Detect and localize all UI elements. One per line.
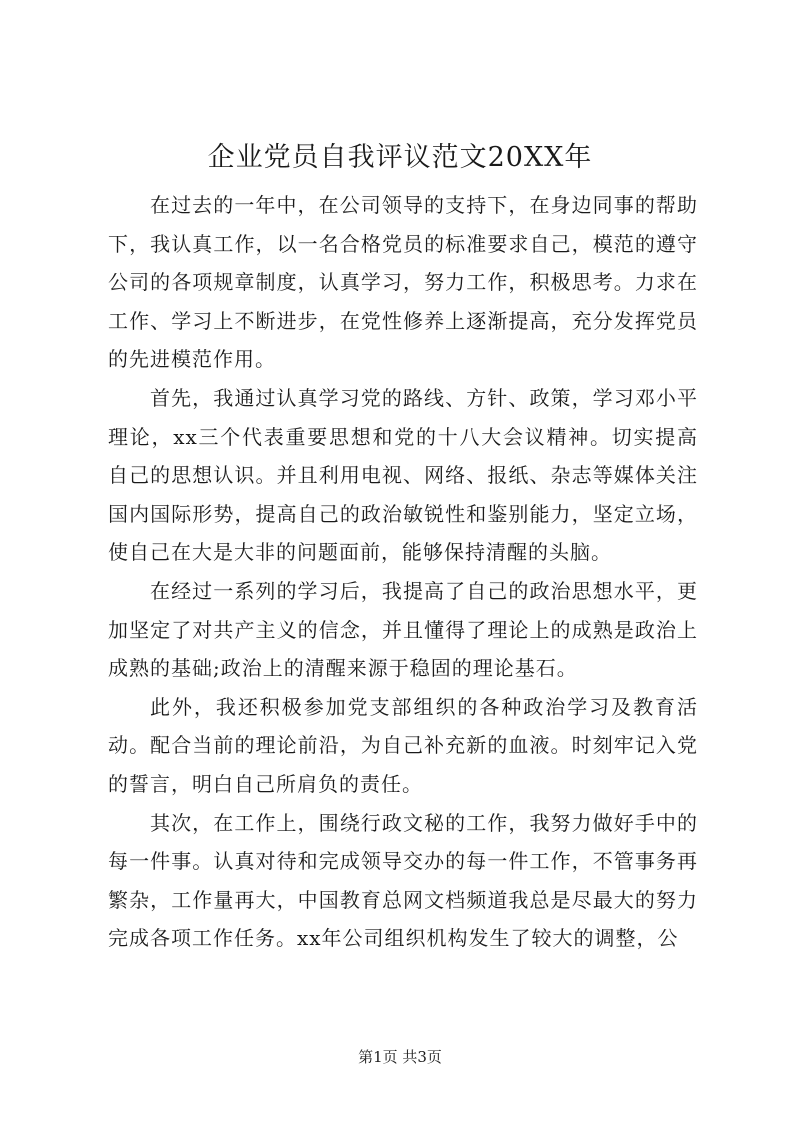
document-title: 企业党员自我评议范文20XX年 bbox=[207, 142, 593, 173]
page-footer: 第1页 共3页 bbox=[358, 1048, 442, 1066]
paragraph: 在过去的一年中，在公司领导的支持下，在身边同事的帮助下，我认真工作，以一名合格党员的标准要求自己，模范的遵守公司的各项规章制度，认真学习，努力工作，积极思考。力求在工作、学习上不断进步，在党性修养上逐渐提高，充分发挥党员的先进模范作用。 bbox=[108, 193, 698, 372]
paragraph: 首先，我通过认真学习党的路线、方针、政策，学习邓小平理论，xx三个代表重要思想和党的十八大会议精神。切实提高自己的思想认识。并且利用电视、网络、报纸、杂志等媒体关注国内国际形势，提高自己的政治敏锐性和鉴别能力，坚定立场，使自己在大是大非的问题面前，能够保持清醒的头脑。 bbox=[108, 385, 698, 565]
paragraph: 在经过一系列的学习后，我提高了自己的政治思想水平，更加坚定了对共产主义的信念，并且懂得了理论上的成熟是政治上成熟的基础;政治上的清醒来源于稳固的理论基石。 bbox=[108, 578, 698, 681]
paragraph: 此外，我还积极参加党支部组织的各种政治学习及教育活动。配合当前的理论前沿，为自己补充新的血液。时刻牢记入党的誓言，明白自己所肩负的责任。 bbox=[108, 694, 698, 796]
paragraph: 其次，在工作上，围绕行政文秘的工作，我努力做好手中的每一件事。认真对待和完成领导交办的每一件工作，不管事务再繁杂，工作量再大，中国教育总网文档频道我总是尽最大的努力完成各项工作任务。xx年公司组织机构发生了较大的调整，公 bbox=[108, 810, 698, 951]
document-body bbox=[108, 186, 698, 958]
